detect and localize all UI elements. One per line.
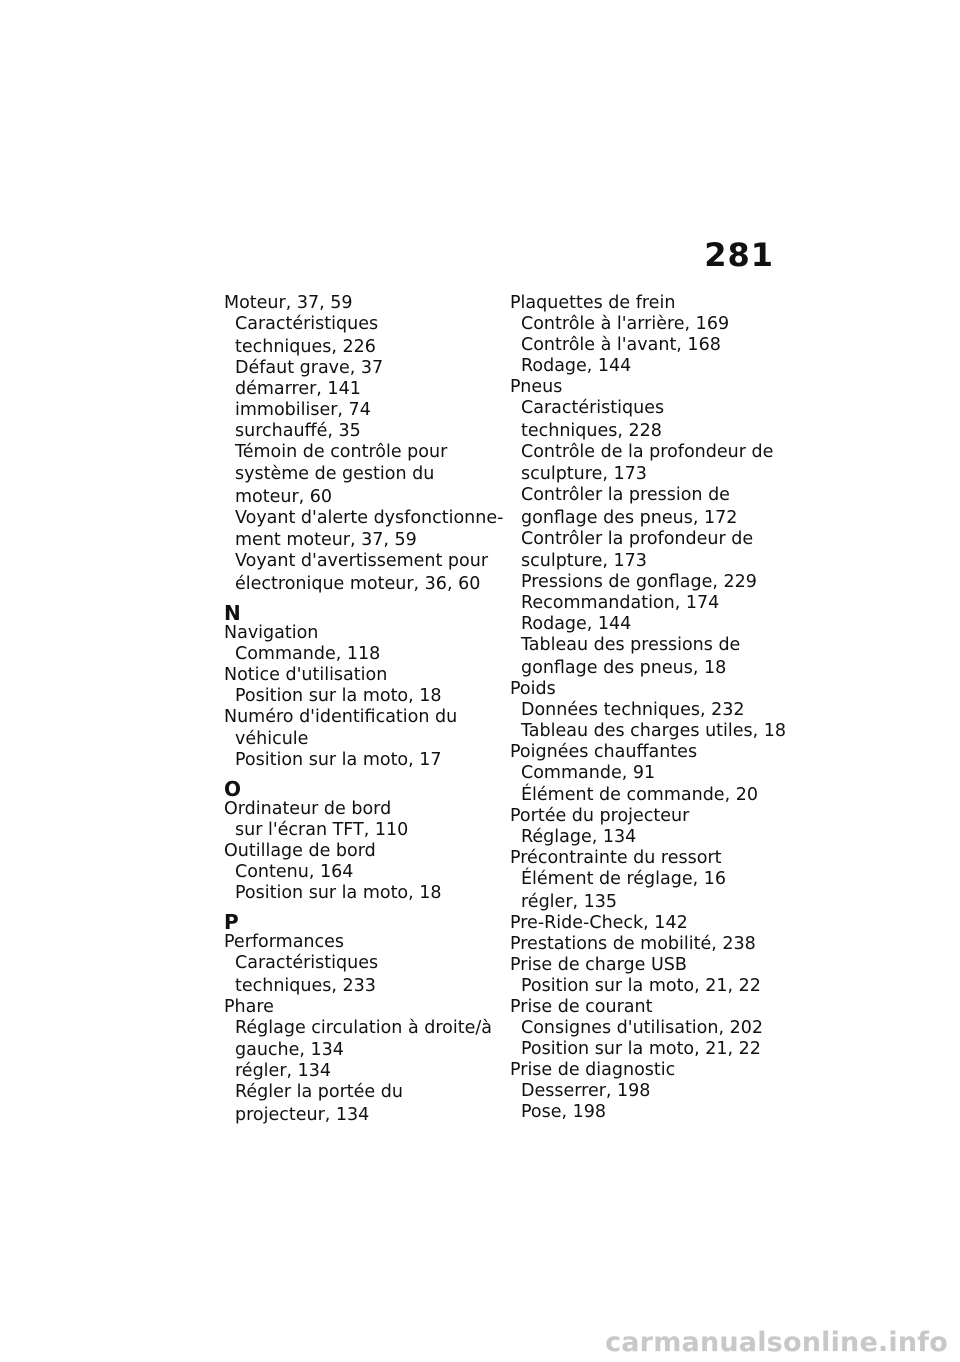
index-subentry: système de gestion du [235, 464, 435, 484]
index-subentry: Position sur la moto, 18 [235, 883, 442, 903]
index-entry: Numéro d'identification du [224, 706, 458, 727]
index-subentry: Position sur la moto, 18 [235, 685, 442, 706]
index-entry: Phare [224, 996, 274, 1017]
index-subentry: techniques, 233 [235, 975, 376, 996]
index-column-right [510, 293, 787, 1123]
index-subentry: Position sur la moto, 17 [235, 750, 442, 770]
index-subentry: Desserrer, 198 [521, 1080, 651, 1101]
index-entry: Poids [510, 678, 556, 699]
index-subentry: Contrôle à l'avant, 168 [521, 335, 721, 355]
index-subentry: Commande, 118 [235, 643, 381, 664]
index-subentry: Consignes d'utilisation, 202 [521, 1017, 763, 1038]
index-subentry: surchauffé, 35 [235, 420, 361, 441]
index-subentry: Tableau des charges utiles, 18 [521, 720, 787, 741]
index-subentry: Tableau des pressions de [521, 635, 741, 655]
index-subentry: gonflage des pneus, 18 [521, 657, 727, 678]
index-subentry: gauche, 134 [235, 1040, 344, 1060]
index-subentry: Témoin de contrôle pour [235, 441, 448, 462]
index-subentry: Défaut grave, 37 [235, 357, 384, 378]
index-subentry: Caractéristiques [521, 398, 665, 418]
index-subentry: Pose, 198 [521, 1101, 607, 1122]
index-subentry: Rodage, 144 [521, 614, 632, 634]
index-subentry: Réglage circulation à droite/à [235, 1017, 492, 1038]
index-entry: Précontrainte du ressort [510, 848, 722, 868]
index-subentry: sur l'écran TFT, 110 [235, 820, 409, 840]
index-subentry: Position sur la moto, 21, 22 [521, 975, 761, 996]
index-entry: Prestations de mobilité, 238 [510, 933, 756, 954]
section-letter: O [224, 777, 242, 801]
index-entry: Prise de diagnostic [510, 1059, 676, 1080]
index-subentry: démarrer, 141 [235, 378, 361, 399]
index-entry: Poignées chauffantes [510, 741, 698, 762]
index-entry: Pneus [510, 377, 563, 397]
index-subentry: Données techniques, 232 [521, 699, 745, 720]
index-subentry: Caractéristiques [235, 953, 379, 973]
index-subentry: moteur, 60 [235, 486, 333, 507]
index-subentry: Pressions de gonflage, 229 [521, 572, 757, 592]
index-entry: Plaquettes de frein [510, 293, 676, 313]
index-subentry: Contrôle de la profondeur de [521, 441, 774, 462]
index-subentry: Caractéristiques [235, 314, 379, 334]
index-subentry: véhicule [235, 729, 309, 749]
section-letter: N [224, 600, 241, 625]
index-subentry: Contrôler la profondeur de [521, 528, 754, 549]
index-subentry: Contrôler la pression de [521, 485, 730, 505]
index-entry: Pre-Ride-Check, 142 [510, 912, 688, 933]
index-subentry: Contrôle à l'arrière, 169 [521, 314, 730, 334]
index-subentry: sculpture, 173 [521, 464, 647, 484]
index-entry: Moteur, 37, 59 [224, 293, 353, 313]
index-subentry: Voyant d'alerte dysfonctionne- [235, 507, 504, 528]
index-entry: Outillage de bord [224, 841, 376, 861]
watermark-text[interactable]: carmanualsonline.info [605, 1327, 948, 1358]
index-subentry: projecteur, 134 [235, 1104, 370, 1125]
index-subentry: Élément de réglage, 16 [521, 869, 726, 889]
section-letter: P [224, 910, 239, 934]
index-subentry: Régler la portée du [235, 1082, 403, 1102]
index-subentry: Rodage, 144 [521, 356, 632, 376]
index-entry: Portée du projecteur [510, 806, 690, 826]
index-entry: Performances [224, 932, 345, 952]
index-entry: Notice d'utilisation [224, 664, 388, 685]
index-subentry: techniques, 226 [235, 336, 376, 357]
index-entry: Ordinateur de bord [224, 799, 392, 819]
index-subentry: Réglage, 134 [521, 827, 637, 847]
index-subentry: régler, 135 [521, 891, 618, 912]
index-subentry: Position sur la moto, 21, 22 [521, 1038, 761, 1059]
index-subentry: immobiliser, 74 [235, 399, 371, 420]
index-entry: Prise de courant [510, 996, 653, 1017]
index-subentry: Élément de commande, 20 [521, 785, 758, 805]
index-subentry: régler, 134 [235, 1061, 332, 1081]
index-entry: Prise de charge USB [510, 954, 687, 975]
index-subentry: techniques, 228 [521, 420, 662, 441]
index-subentry: Contenu, 164 [235, 862, 354, 882]
index-subentry: Recommandation, 174 [521, 593, 720, 613]
index-subentry: Voyant d'avertissement pour [235, 551, 489, 571]
index-subentry: gonflage des pneus, 172 [521, 507, 738, 528]
index-column-left [224, 293, 504, 1126]
index-entry: Navigation [224, 622, 319, 643]
index-subentry: électronique moteur, 36, 60 [235, 573, 481, 594]
index-subentry: Commande, 91 [521, 762, 656, 783]
index-subentry: sculpture, 173 [521, 551, 647, 571]
index-subentry: ment moteur, 37, 59 [235, 530, 417, 550]
page-number: 281 [704, 236, 774, 274]
